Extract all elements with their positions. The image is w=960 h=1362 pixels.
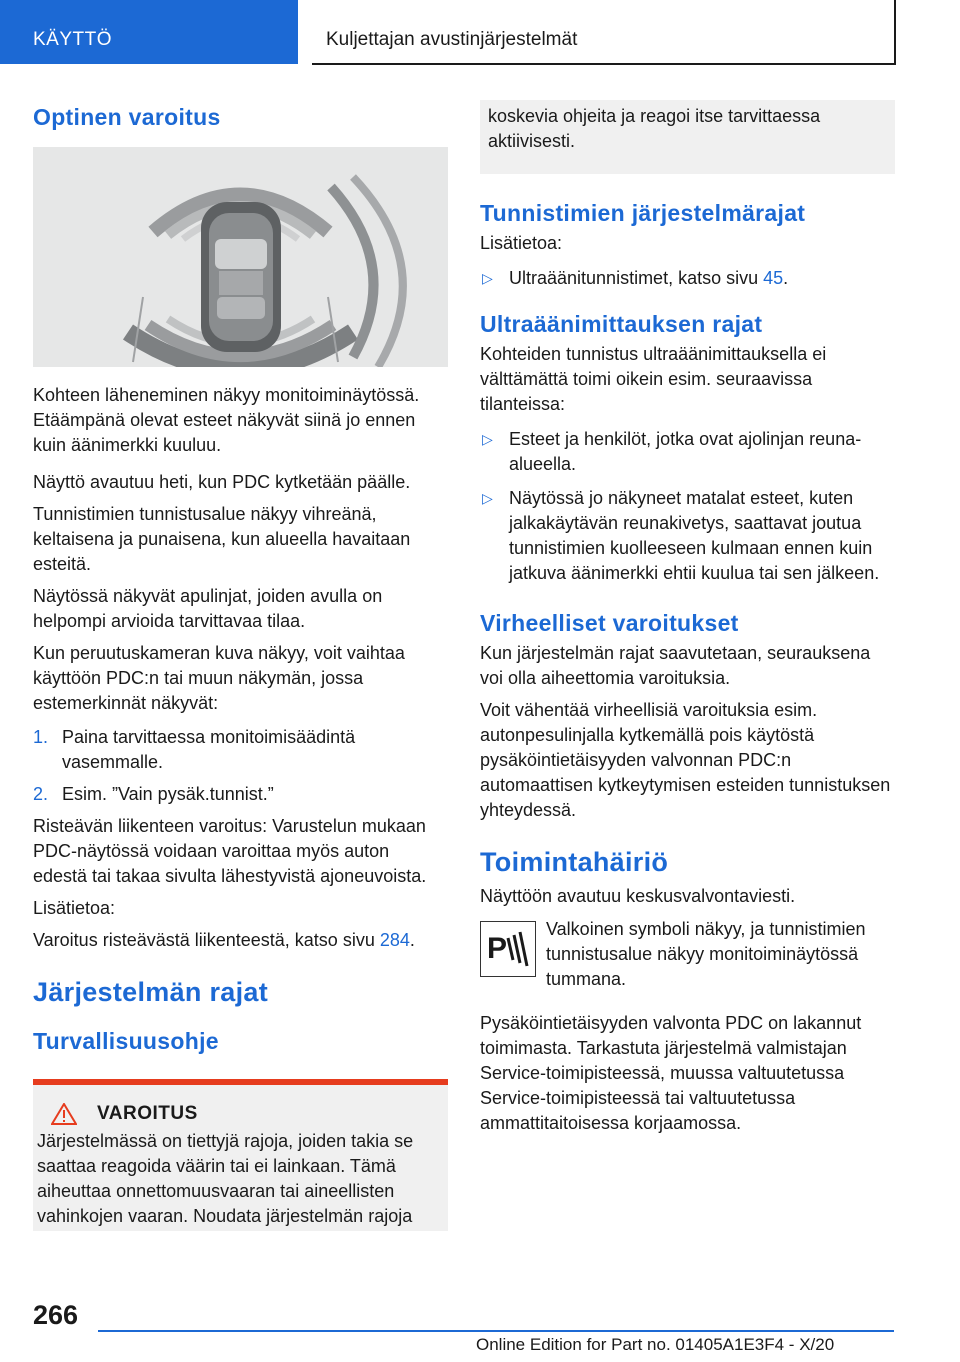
step-text: Esim. ”Vain pysäk.tunnist.” bbox=[62, 784, 274, 804]
reference-list bbox=[480, 266, 895, 291]
heading-optinen-varoitus: Optinen varoitus bbox=[33, 104, 221, 130]
bullet-triangle-icon: ▷ bbox=[482, 490, 493, 506]
list-item bbox=[480, 427, 895, 477]
chapter-title: Kuljettajan avustinjärjestelmät bbox=[326, 29, 578, 50]
paragraph: Kohteiden tunnistus ultraäänimittauksella ei välttämättä toimi oikein esim. seuraavissa tilanteissa: bbox=[480, 344, 827, 414]
warning-triangle-icon bbox=[51, 1103, 77, 1125]
bullet-triangle-icon: ▷ bbox=[482, 431, 493, 447]
paragraph: Lisätietoa: bbox=[33, 898, 116, 918]
ref-text: Ultraäänitunnistimet, katso sivu bbox=[509, 268, 764, 288]
heading-ultraaanimittaus: Ultraäänimittauksen rajat bbox=[480, 311, 763, 337]
pdc-fault-symbol-icon bbox=[480, 921, 536, 977]
warning-box bbox=[33, 1079, 448, 1231]
symbol-description: Valkoinen symboli näkyy, ja tunnistimien tunnistusalue näkyy monitoiminäytössä tummana. bbox=[546, 919, 866, 989]
paragraph: Näyttöön avautuu keskusvalvontaviesti. bbox=[480, 886, 796, 906]
warning-text-continued: koskevia ohjeita ja reagoi itse tarvittaessa aktiivisesti. bbox=[488, 106, 821, 151]
heading-turvallisuusohje: Turvallisuusohje bbox=[33, 1028, 219, 1054]
list-item bbox=[33, 725, 448, 775]
paragraph: Kohteen läheneminen näkyy monitoiminäytössä. Etäämpänä olevat esteet näkyvät siinä jo ennen kuin äänimerkki kuuluu. bbox=[33, 385, 420, 455]
ref-end: . bbox=[783, 268, 789, 288]
paragraph: Voit vähentää virheellisiä varoituksia esim. autonpesulinjalla kytkemällä pois käytöstä pysäköintietäisyyden valvonnan PDC:n automaattisen kytkeytymisen esteiden tunnistuksen yhteydessä. bbox=[480, 700, 891, 820]
bullet-triangle-icon: ▷ bbox=[482, 270, 493, 286]
warning-text: Järjestelmässä on tiettyjä rajoja, joiden takia se saattaa reagoida väärin tai ei lainkaan. Tämä aiheuttaa onnettomuusvaaran tai aineellisten vahinkojen vaaran. Noudata järjestelmän rajoja bbox=[37, 1131, 414, 1226]
paragraph: Pysäköintietäisyyden valvonta PDC on lakannut toimimasta. Tarkastuta järjestelmä valmistajan Service-toimipisteessä, muussa valtuutetussa Service-toimipisteessä tai valtuutetussa ammattitaitoisessa korjaamossa. bbox=[480, 1013, 862, 1133]
right-column bbox=[480, 100, 895, 1136]
paragraph: Näytössä näkyvät apulinjat, joiden avulla on helpompi arvioida tarvittavaa tilaa. bbox=[33, 586, 383, 631]
paragraph: Risteävän liikenteen varoitus: Varustelun mukaan PDC-näytössä voidaan varoittaa myös auton edestä tai takaa sivulta lähestyvistä ajoneuvoista. bbox=[33, 816, 427, 886]
edition-info: Online Edition for Part no. 01405A1E3F4 - X/20 bbox=[476, 1335, 835, 1354]
list-item bbox=[33, 782, 448, 807]
step-text: Paina tarvittaessa monitoimisäädintä vasemmalle. bbox=[62, 727, 356, 772]
steps-list bbox=[33, 725, 448, 807]
paragraph bbox=[33, 928, 448, 953]
bullet-text: Näytössä jo näkyneet matalat esteet, kuten jalkakäytävän reunakivetys, saattavat joutua tunnistimien kuolleeseen kulmaan ennen kuin jatkuva äänimerkki ehtii kuulua tai sen jälkeen. bbox=[509, 488, 880, 583]
symbol-row bbox=[480, 917, 895, 997]
heading-virheelliset-varoitukset: Virheelliset varoitukset bbox=[480, 610, 739, 636]
ref-text: Varoitus risteävästä liikenteestä, katso sivu bbox=[33, 930, 380, 950]
step-number: 2. bbox=[33, 784, 49, 804]
paragraph: Kun peruutuskameran kuva näkyy, voit vaihtaa käyttöön PDC:n tai muun näkymän, jossa estemerkinnät näkyvät: bbox=[33, 643, 405, 713]
parking-sensor-illustration bbox=[33, 147, 448, 367]
step-number: 1. bbox=[33, 727, 49, 747]
bullet-text: Esteet ja henkilöt, jotka ovat ajolinjan reuna-alueella. bbox=[509, 429, 862, 474]
paragraph: Lisätietoa: bbox=[480, 233, 563, 253]
page-link[interactable]: 45 bbox=[763, 268, 784, 288]
warning-title: VAROITUS bbox=[97, 1103, 198, 1124]
paragraph: Tunnistimien tunnistusalue näkyy vihreänä, keltaisena ja punaisena, kun alueella havaitaan esteitä. bbox=[33, 504, 411, 574]
section-title: KÄYTTÖ bbox=[33, 29, 113, 50]
heading-tunnistimien-rajat: Tunnistimien järjestelmärajat bbox=[480, 200, 806, 226]
limitations-list bbox=[480, 427, 895, 586]
list-item bbox=[480, 486, 895, 586]
paragraph: Kun järjestelmän rajat saavutetaan, seurauksena voi olla aiheettomia varoituksia. bbox=[480, 643, 871, 688]
page-link[interactable]: 284 bbox=[379, 930, 410, 950]
chapter-header bbox=[312, 0, 896, 65]
page-number: 266 bbox=[33, 1300, 79, 1330]
paragraph: Näyttö avautuu heti, kun PDC kytketään päälle. bbox=[33, 472, 411, 492]
heading-toimintahairio: Toimintahäiriö bbox=[480, 847, 669, 877]
svg-text:P: P bbox=[487, 932, 508, 965]
ref-end: . bbox=[409, 930, 415, 950]
section-tab bbox=[0, 0, 298, 64]
heading-jarjestelman-rajat: Järjestelmän rajat bbox=[33, 977, 269, 1007]
warning-continuation bbox=[480, 100, 895, 174]
list-item bbox=[480, 266, 895, 291]
footer-divider bbox=[98, 1330, 894, 1332]
left-column bbox=[33, 100, 448, 1231]
